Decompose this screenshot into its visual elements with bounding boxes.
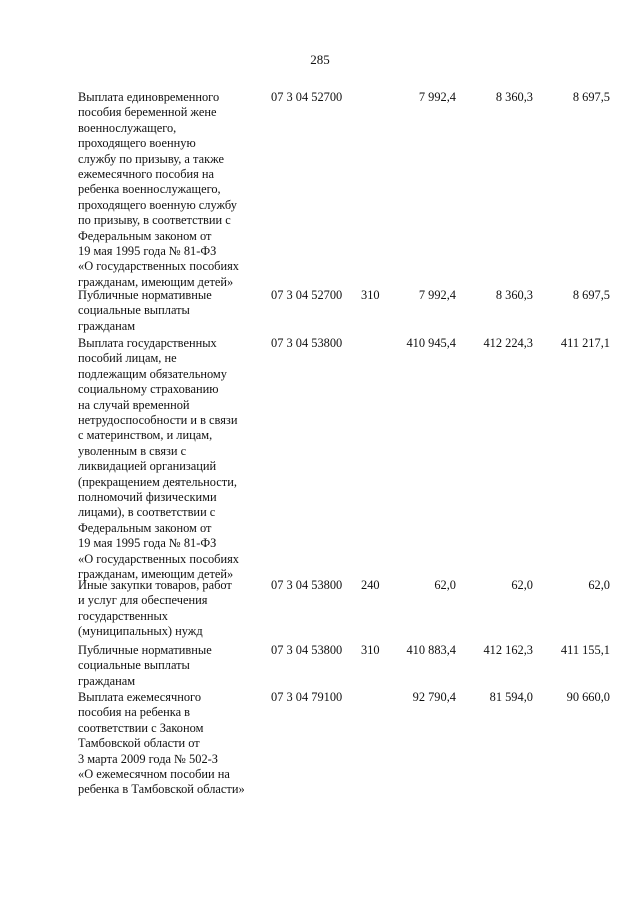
- description-line: с материнством, и лицам,: [78, 428, 213, 443]
- description-line: социальные выплаты: [78, 303, 190, 318]
- description-line: гражданам: [78, 318, 136, 333]
- amount-year-3: 411 217,1: [560, 336, 610, 350]
- description-line: Иные закупки товаров, работ: [78, 578, 232, 592]
- expense-type-code: 240: [361, 578, 380, 592]
- row-description: [78, 336, 268, 583]
- description-line: государственных: [78, 608, 169, 623]
- description-line: 19 мая 1995 года № 81-ФЗ: [78, 536, 217, 551]
- description-line: гражданам: [78, 673, 136, 688]
- amount-year-1: 7 992,4: [418, 288, 456, 302]
- description-line: службу по призыву, а также: [78, 151, 224, 166]
- description-line: соответствии с Законом: [78, 720, 204, 735]
- description-line: полномочий физическими: [78, 490, 217, 505]
- description-line: Федеральным законом от: [78, 228, 212, 243]
- description-line: (прекращением деятельности,: [78, 474, 237, 489]
- description-line: социальные выплаты: [78, 658, 190, 673]
- description-line: 19 мая 1995 года № 81-ФЗ: [78, 244, 217, 259]
- description-line: уволенным в связи с: [78, 443, 187, 458]
- description-line: лицами), в соответствии с: [78, 505, 216, 520]
- description-line: и услуг для обеспечения: [78, 593, 208, 608]
- description-line: ежемесячного пособия на: [78, 167, 215, 182]
- description-line: Публичные нормативные: [78, 288, 212, 302]
- amount-year-3: 411 155,1: [560, 643, 610, 657]
- expense-type-code: 310: [361, 643, 380, 657]
- row-description: [78, 288, 268, 334]
- description-line: пособия на ребенка в: [78, 705, 191, 720]
- description-line: ребенка военнослужащего,: [78, 182, 221, 197]
- budget-code: 07 3 04 53800: [271, 336, 343, 350]
- expense-type-code: 310: [361, 288, 380, 302]
- description-line: на случай временной: [78, 397, 190, 412]
- row-description: [78, 578, 268, 640]
- description-line: «О ежемесячном пособии на: [78, 767, 230, 782]
- amount-year-2: 412 162,3: [483, 643, 533, 657]
- amount-year-2: 8 360,3: [495, 90, 533, 104]
- amount-year-2: 8 360,3: [495, 288, 533, 302]
- description-line: пособия беременной жене: [78, 105, 217, 120]
- amount-year-1: 62,0: [434, 578, 456, 592]
- amount-year-1: 410 883,4: [406, 643, 456, 657]
- row-description: [78, 643, 268, 689]
- description-line: нетрудоспособности и в связи: [78, 413, 238, 428]
- budget-code: 07 3 04 52700: [271, 90, 343, 104]
- description-line: 3 марта 2009 года № 502-З: [78, 751, 218, 766]
- description-line: Тамбовской области от: [78, 736, 200, 751]
- description-line: Выплата ежемесячного: [78, 690, 202, 704]
- budget-code: 07 3 04 53800: [271, 643, 343, 657]
- amount-year-1: 410 945,4: [406, 336, 456, 350]
- row-description: [78, 690, 268, 798]
- budget-code: 07 3 04 52700: [271, 288, 343, 302]
- amount-year-2: 62,0: [511, 578, 533, 592]
- description-line: по призыву, в соответствии с: [78, 213, 231, 228]
- row-description: [78, 90, 268, 290]
- amount-year-1: 7 992,4: [418, 90, 456, 104]
- amount-year-1: 92 790,4: [412, 690, 456, 704]
- description-line: гражданам, имеющим детей»: [78, 567, 234, 582]
- description-line: проходящего военную службу: [78, 197, 237, 212]
- description-line: пособий лицам, не: [78, 351, 177, 366]
- amount-year-3: 62,0: [588, 578, 610, 592]
- amount-year-2: 412 224,3: [483, 336, 533, 350]
- description-line: военнослужащего,: [78, 120, 177, 135]
- description-line: «О государственных пособиях: [78, 551, 239, 566]
- budget-code: 07 3 04 53800: [271, 578, 343, 592]
- description-line: Публичные нормативные: [78, 643, 212, 657]
- page-number: 285: [310, 52, 330, 67]
- description-line: ребенка в Тамбовской области»: [78, 782, 245, 797]
- amount-year-2: 81 594,0: [489, 690, 533, 704]
- amount-year-3: 8 697,5: [572, 288, 610, 302]
- amount-year-3: 90 660,0: [566, 690, 610, 704]
- budget-code: 07 3 04 79100: [271, 690, 343, 704]
- description-line: (муниципальных) нужд: [78, 624, 203, 639]
- description-line: ликвидацией организаций: [78, 459, 217, 474]
- amount-year-3: 8 697,5: [572, 90, 610, 104]
- description-line: гражданам, имеющим детей»: [78, 274, 234, 289]
- description-line: «О государственных пособиях: [78, 259, 239, 274]
- description-line: социальному страхованию: [78, 382, 219, 397]
- description-line: Выплата государственных: [78, 336, 217, 350]
- description-line: Федеральным законом от: [78, 520, 212, 535]
- description-line: Выплата единовременного: [78, 90, 220, 104]
- description-line: проходящего военную: [78, 136, 196, 151]
- description-line: подлежащим обязательному: [78, 366, 227, 381]
